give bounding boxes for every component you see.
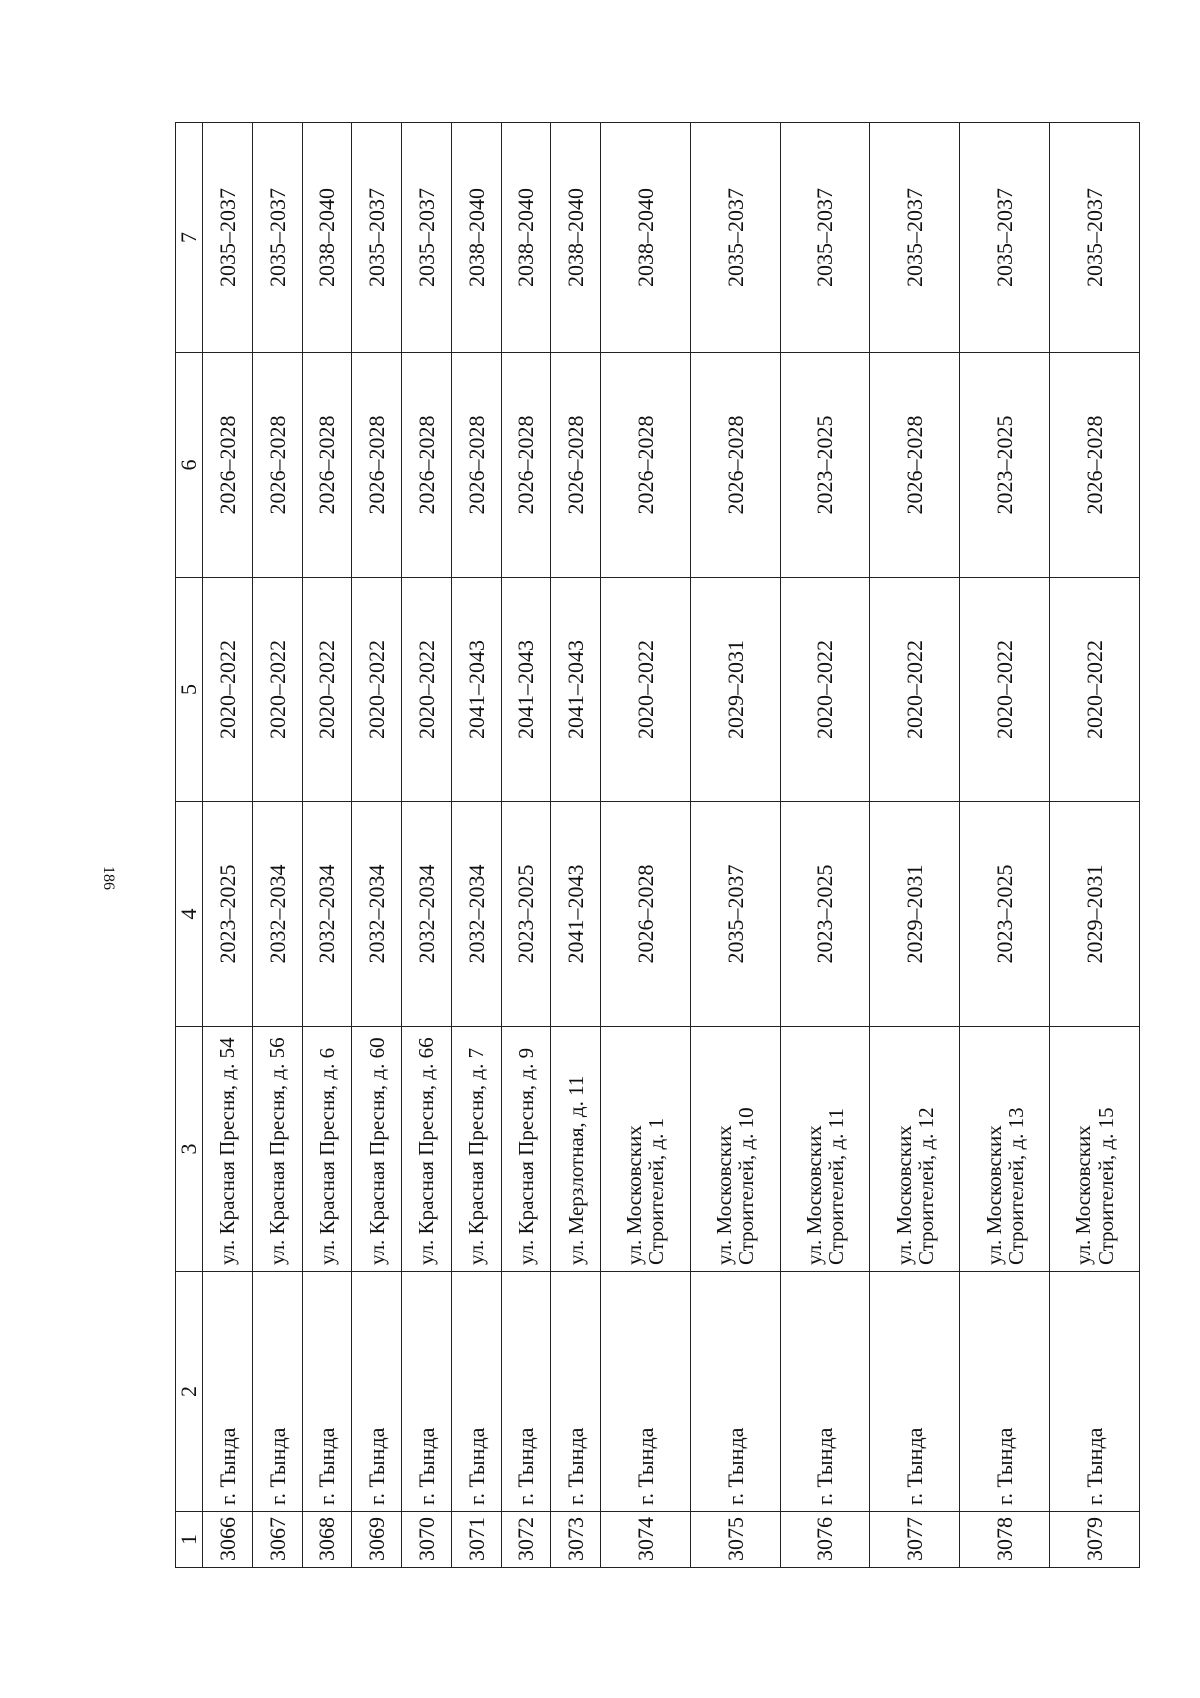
period-col6-cell: 2026–2028 — [302, 353, 352, 578]
period-col4-cell: 2032–2034 — [352, 802, 402, 1027]
period-col7-cell: 2035–2037 — [1050, 123, 1140, 353]
period-col4-cell: 2032–2034 — [252, 802, 302, 1027]
address-cell: ул. Московских Строителей, д. 13 — [960, 1027, 1050, 1272]
period-col4-cell: 2026–2028 — [601, 802, 691, 1027]
period-col5-cell: 2020–2022 — [780, 578, 870, 802]
table-row — [252, 123, 302, 1568]
table-row — [870, 123, 960, 1568]
city-cell: г. Тында — [870, 1272, 960, 1512]
period-col5-cell: 2020–2022 — [960, 578, 1050, 802]
city-cell: г. Тында — [780, 1272, 870, 1512]
address-cell: ул. Московских Строителей, д. 15 — [1050, 1027, 1140, 1272]
period-col5-cell: 2041–2043 — [501, 578, 551, 802]
address-cell: ул. Московских Строителей, д. 12 — [870, 1027, 960, 1272]
address-cell: ул. Красная Пресня, д. 54 — [203, 1027, 253, 1272]
period-col6-cell: 2023–2025 — [960, 353, 1050, 578]
period-col5-cell: 2020–2022 — [352, 578, 402, 802]
period-col6-cell: 2026–2028 — [601, 353, 691, 578]
address-cell: ул. Красная Пресня, д. 7 — [451, 1027, 501, 1272]
address-cell: ул. Мерзлотная, д. 11 — [551, 1027, 601, 1272]
page-number — [96, 858, 120, 898]
table-row — [780, 123, 870, 1568]
period-col5-cell: 2020–2022 — [402, 578, 452, 802]
period-col6-cell: 2026–2028 — [1050, 353, 1140, 578]
column-header: 4 — [176, 802, 203, 1027]
register-table — [175, 122, 1140, 1568]
column-header: 7 — [176, 123, 203, 353]
period-col4-cell: 2035–2037 — [690, 802, 780, 1027]
column-header: 6 — [176, 353, 203, 578]
table-row — [690, 123, 780, 1568]
row-number-cell: 3075 — [690, 1512, 780, 1568]
period-col7-cell: 2035–2037 — [870, 123, 960, 353]
row-number-cell: 3071 — [451, 1512, 501, 1568]
period-col6-cell: 2026–2028 — [402, 353, 452, 578]
city-cell: г. Тында — [402, 1272, 452, 1512]
row-number-cell: 3069 — [352, 1512, 402, 1568]
period-col5-cell: 2020–2022 — [302, 578, 352, 802]
table-row — [302, 123, 352, 1568]
period-col7-cell: 2038–2040 — [501, 123, 551, 353]
table-body — [203, 123, 1140, 1568]
period-col4-cell: 2023–2025 — [960, 802, 1050, 1027]
table-row — [203, 123, 253, 1568]
period-col7-cell: 2035–2037 — [690, 123, 780, 353]
period-col4-cell: 2032–2034 — [302, 802, 352, 1027]
period-col5-cell: 2020–2022 — [252, 578, 302, 802]
city-cell: г. Тында — [302, 1272, 352, 1512]
period-col5-cell: 2041–2043 — [451, 578, 501, 802]
row-number-cell: 3079 — [1050, 1512, 1140, 1568]
period-col6-cell: 2026–2028 — [252, 353, 302, 578]
period-col7-cell: 2035–2037 — [352, 123, 402, 353]
column-header: 3 — [176, 1027, 203, 1272]
table-row — [501, 123, 551, 1568]
period-col4-cell: 2029–2031 — [1050, 802, 1140, 1027]
period-col6-cell: 2026–2028 — [203, 353, 253, 578]
table-row — [551, 123, 601, 1568]
row-number-cell: 3067 — [252, 1512, 302, 1568]
period-col4-cell: 2032–2034 — [451, 802, 501, 1027]
period-col7-cell: 2038–2040 — [601, 123, 691, 353]
period-col4-cell: 2023–2025 — [780, 802, 870, 1027]
city-cell: г. Тында — [690, 1272, 780, 1512]
period-col6-cell: 2023–2025 — [780, 353, 870, 578]
table-row — [960, 123, 1050, 1568]
address-cell: ул. Московских Строителей, д. 11 — [780, 1027, 870, 1272]
address-cell: ул. Московских Строителей, д. 1 — [601, 1027, 691, 1272]
period-col7-cell: 2038–2040 — [451, 123, 501, 353]
row-number-cell: 3068 — [302, 1512, 352, 1568]
address-cell: ул. Красная Пресня, д. 56 — [252, 1027, 302, 1272]
period-col6-cell: 2026–2028 — [690, 353, 780, 578]
address-cell: ул. Красная Пресня, д. 6 — [302, 1027, 352, 1272]
table-header — [176, 123, 203, 1568]
city-cell: г. Тында — [551, 1272, 601, 1512]
period-col5-cell: 2020–2022 — [870, 578, 960, 802]
row-number-cell: 3066 — [203, 1512, 253, 1568]
column-header: 1 — [176, 1512, 203, 1568]
city-cell: г. Тында — [1050, 1272, 1140, 1512]
period-col5-cell: 2029–2031 — [690, 578, 780, 802]
address-cell: ул. Красная Пресня, д. 66 — [402, 1027, 452, 1272]
period-col4-cell: 2023–2025 — [203, 802, 253, 1027]
row-number-cell: 3076 — [780, 1512, 870, 1568]
city-cell: г. Тында — [203, 1272, 253, 1512]
city-cell: г. Тында — [960, 1272, 1050, 1512]
period-col5-cell: 2020–2022 — [203, 578, 253, 802]
address-cell: ул. Красная Пресня, д. 60 — [352, 1027, 402, 1272]
period-col4-cell: 2023–2025 — [501, 802, 551, 1027]
period-col7-cell: 2035–2037 — [780, 123, 870, 353]
row-number-cell: 3073 — [551, 1512, 601, 1568]
row-number-cell: 3070 — [402, 1512, 452, 1568]
period-col4-cell: 2041–2043 — [551, 802, 601, 1027]
row-number-cell: 3074 — [601, 1512, 691, 1568]
city-cell: г. Тында — [352, 1272, 402, 1512]
period-col4-cell: 2029–2031 — [870, 802, 960, 1027]
table-row — [352, 123, 402, 1568]
address-cell: ул. Московских Строителей, д. 10 — [690, 1027, 780, 1272]
period-col7-cell: 2035–2037 — [203, 123, 253, 353]
period-col4-cell: 2032–2034 — [402, 802, 452, 1027]
register-table-container — [175, 123, 1140, 1568]
row-number-cell: 3078 — [960, 1512, 1050, 1568]
address-cell: ул. Красная Пресня, д. 9 — [501, 1027, 551, 1272]
header-row — [176, 123, 203, 1568]
page-number-text: 186 — [100, 866, 117, 890]
period-col5-cell: 2020–2022 — [1050, 578, 1140, 802]
column-header: 5 — [176, 578, 203, 802]
period-col6-cell: 2026–2028 — [352, 353, 402, 578]
period-col7-cell: 2035–2037 — [402, 123, 452, 353]
city-cell: г. Тында — [501, 1272, 551, 1512]
period-col6-cell: 2026–2028 — [551, 353, 601, 578]
city-cell: г. Тында — [601, 1272, 691, 1512]
table-row — [451, 123, 501, 1568]
row-number-cell: 3077 — [870, 1512, 960, 1568]
period-col6-cell: 2026–2028 — [501, 353, 551, 578]
period-col7-cell: 2035–2037 — [252, 123, 302, 353]
period-col7-cell: 2035–2037 — [960, 123, 1050, 353]
city-cell: г. Тында — [252, 1272, 302, 1512]
period-col6-cell: 2026–2028 — [870, 353, 960, 578]
period-col5-cell: 2020–2022 — [601, 578, 691, 802]
column-header: 2 — [176, 1272, 203, 1512]
table-row — [402, 123, 452, 1568]
city-cell: г. Тында — [451, 1272, 501, 1512]
period-col7-cell: 2038–2040 — [551, 123, 601, 353]
period-col7-cell: 2038–2040 — [302, 123, 352, 353]
table-row — [1050, 123, 1140, 1568]
row-number-cell: 3072 — [501, 1512, 551, 1568]
period-col6-cell: 2026–2028 — [451, 353, 501, 578]
period-col5-cell: 2041–2043 — [551, 578, 601, 802]
table-row — [601, 123, 691, 1568]
